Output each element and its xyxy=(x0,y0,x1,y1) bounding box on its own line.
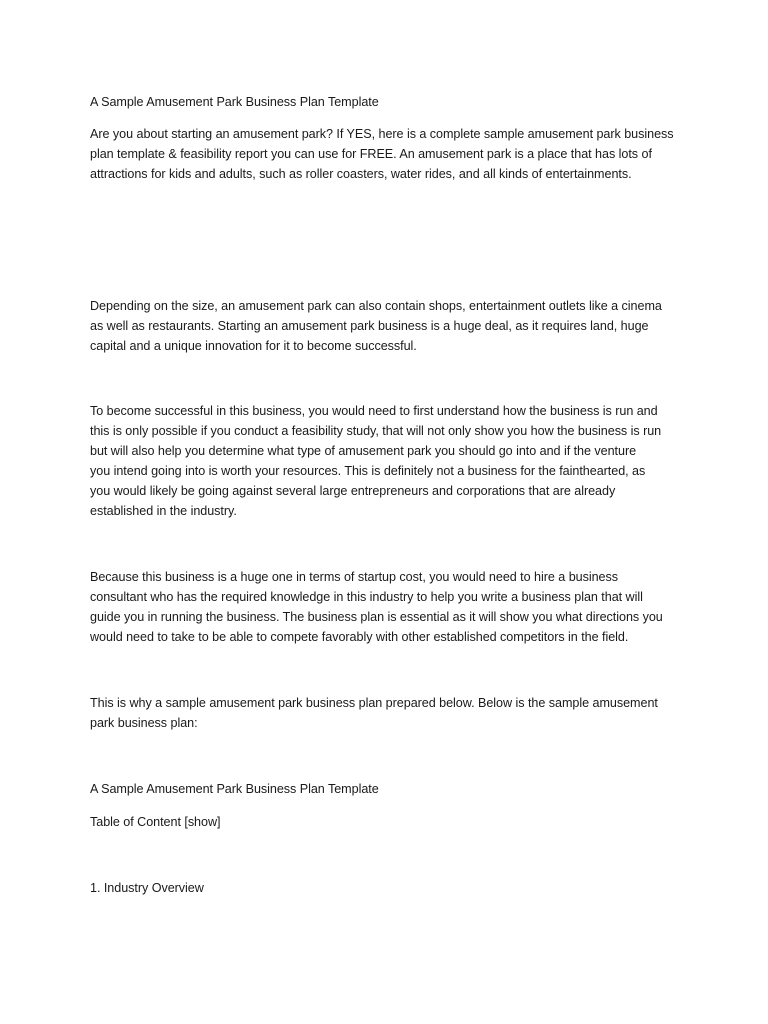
plan-title-text: A Sample Amusement Park Business Plan Template xyxy=(90,782,379,796)
section-heading-industry-overview xyxy=(90,878,690,898)
text-line: plan template & feasibility report you can use for FREE. An amusement park is a place that has lots of xyxy=(90,147,652,161)
table-of-content[interactable] xyxy=(90,812,690,832)
text-line: you would likely be going against several large entrepreneurs and corporations that are already xyxy=(90,484,616,498)
text-line: but will also help you determine what type of amusement park you should go into and if the venture xyxy=(90,444,637,458)
text-line: would need to take to be able to compete favorably with other established competitors in the field. xyxy=(90,630,629,644)
text-line: this is only possible if you conduct a feasibility study, that will not only show you how the business is run xyxy=(90,424,662,438)
section-heading-text: 1. Industry Overview xyxy=(90,881,204,895)
feasibility-paragraph xyxy=(90,401,690,521)
text-line: consultant who has the required knowledge in this industry to help you write a business plan that will xyxy=(90,590,643,604)
text-line: Depending on the size, an amusement park can also contain shops, entertainment outlets like a cinema xyxy=(90,299,662,313)
text-line: as well as restaurants. Starting an amusement park business is a huge deal, as it requires land, huge xyxy=(90,319,649,333)
text-line: Because this business is a huge one in terms of startup cost, you would need to hire a business xyxy=(90,570,618,584)
intro-to-plan-paragraph xyxy=(90,693,690,733)
text-line: This is why a sample amusement park business plan prepared below. Below is the sample amusement xyxy=(90,696,658,710)
text-line: attractions for kids and adults, such as roller coasters, water rides, and all kinds of entertainments. xyxy=(90,167,632,181)
consultant-paragraph xyxy=(90,567,690,647)
text-line: Are you about starting an amusement park? If YES, here is a complete sample amusement park business xyxy=(90,127,674,141)
intro-paragraph xyxy=(90,124,690,184)
plan-title xyxy=(90,779,690,799)
text-line: To become successful in this business, you would need to first understand how the business is run and xyxy=(90,404,658,418)
text-line: guide you in running the business. The business plan is essential as it will show you what directions you xyxy=(90,610,663,624)
table-of-content-label[interactable]: Table of Content [show] xyxy=(90,815,221,829)
size-paragraph xyxy=(90,296,690,356)
document-title xyxy=(90,92,690,112)
text-line: established in the industry. xyxy=(90,504,237,518)
text-line: capital and a unique innovation for it to become successful. xyxy=(90,339,417,353)
document-title-text: A Sample Amusement Park Business Plan Template xyxy=(90,95,379,109)
text-line: you intend going into is worth your resources. This is definitely not a business for the fainthearted, as xyxy=(90,464,646,478)
text-line: park business plan: xyxy=(90,716,198,730)
